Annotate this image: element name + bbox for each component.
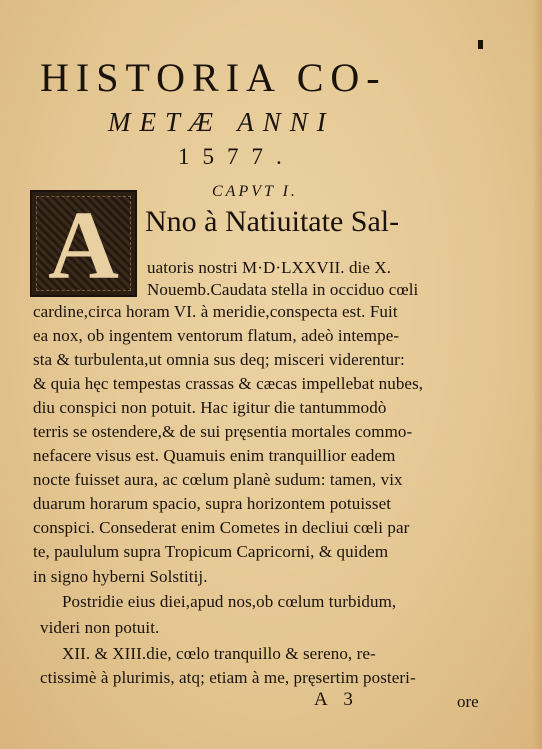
- text-line: sta & turbulenta,ut omnia sus deq; misceri viderentur:: [33, 350, 405, 369]
- page-edge-shadow: [532, 0, 542, 749]
- initial-letter: A: [48, 192, 119, 297]
- page-title: HISTORIA CO-: [40, 55, 387, 100]
- lead-line: Nno à Natiuitate Sal-: [145, 205, 400, 238]
- text-line: te, paululum supra Tropicum Capricorni, & quidem: [33, 542, 389, 561]
- text-line: conspici. Consederat enim Cometes in decliui cœli par: [33, 518, 410, 537]
- year-heading: 1577.: [178, 144, 295, 169]
- catchword: ore: [457, 692, 479, 711]
- text-line: duarum horarum spacio, supra horizontem potuisset: [33, 494, 392, 513]
- text-line: cardine,circa horam VI. à meridie,conspecta est. Fuit: [33, 302, 398, 321]
- text-line: nefacere visus est. Quamuis enim tranquillior eadem: [33, 446, 396, 465]
- chapter-heading: CAPVT I.: [212, 183, 298, 200]
- text-line: & quia hęc tempestas crassas & cæcas impellebat nubes,: [33, 374, 424, 393]
- text-line: Nouemb.Caudata stella in occiduo cœli: [147, 280, 419, 299]
- text-line: ctissimè à plurimis, atq; etiam à me, pręsertim posteri-: [40, 668, 416, 687]
- text-line: videri non potuit.: [40, 618, 160, 637]
- text-line: ea nox, ob ingentem ventorum flatum, adeò intempe-: [33, 326, 400, 345]
- text-line: nocte fuisset aura, ac cœlum planè sudum: tamen, vix: [33, 470, 403, 489]
- text-line: diu conspici non potuit. Hac igitur die tantummodò: [33, 398, 387, 417]
- signature-mark: A 3: [314, 689, 359, 710]
- text-line: Postridie eius diei,apud nos,ob cœlum turbidum,: [62, 592, 397, 611]
- page-subtitle: METÆ ANNI: [108, 107, 335, 137]
- text-line: in signo hyberni Solstitij.: [33, 567, 208, 586]
- text-line: terris se ostendere,& de sui pręsentia mortales commo-: [33, 422, 413, 441]
- text-line: uatoris nostri M·D·LXXVII. die X.: [147, 258, 392, 277]
- text-line: XII. & XIII.die, cœlo tranquillo & sereno, re-: [62, 644, 376, 663]
- ink-mark: [478, 40, 483, 49]
- decorated-initial: [30, 190, 137, 297]
